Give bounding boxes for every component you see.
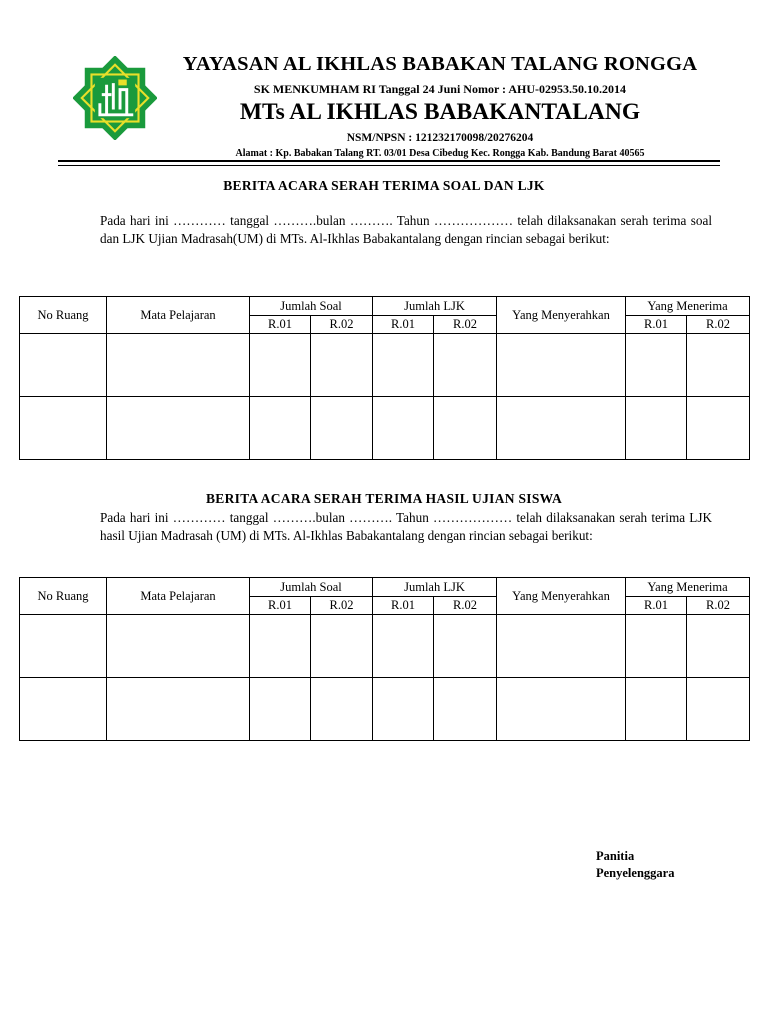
header-yang-menerima: Yang Menerima: [626, 578, 750, 597]
subheader-ljk-r01: R.01: [373, 597, 434, 615]
signature-line-1: Panitia: [596, 849, 635, 863]
table-cell: [107, 397, 250, 460]
table-cell: [373, 334, 434, 397]
school-logo: [73, 56, 157, 140]
table-cell: [107, 615, 250, 678]
header-yang-menyerahkan: Yang Menyerahkan: [497, 578, 626, 615]
table-cell: [626, 678, 687, 741]
table-cell: [687, 334, 750, 397]
table-cell: [626, 397, 687, 460]
table-cell: [626, 615, 687, 678]
header-rule-thick: [58, 160, 720, 162]
subheader-menerima-r02: R.02: [687, 597, 750, 615]
table-cell: [687, 397, 750, 460]
table-cell: [434, 615, 497, 678]
table-cell: [434, 334, 497, 397]
table-cell: [497, 334, 626, 397]
header-rule-thin: [58, 165, 720, 166]
subheader-menerima-r02: R.02: [687, 316, 750, 334]
foundation-name: YAYASAN AL IKHLAS BABAKAN TALANG RONGGA: [182, 53, 698, 75]
section2-paragraph: Pada hari ini ………… tanggal ……….bulan ………. Tahun ……………… telah dilaksanakan serah terima LJK hasil Ujian Madrasah (UM) di MTs. Al-Ikhlas Babakantalang dengan rincian sebagai berikut:: [100, 510, 712, 543]
school-name: MTs AL IKHLAS BABAKANTALANG: [239, 99, 641, 125]
header-jumlah-ljk: Jumlah LJK: [373, 578, 497, 597]
subheader-soal-r01: R.01: [250, 597, 311, 615]
logo-star-emblem: [73, 56, 157, 140]
table-row: [20, 615, 750, 678]
handover-table-soal-ljk: [19, 296, 750, 460]
table-cell: [497, 678, 626, 741]
subheader-menerima-r01: R.01: [626, 316, 687, 334]
table-cell: [250, 615, 311, 678]
header-jumlah-soal: Jumlah Soal: [250, 578, 373, 597]
table-cell: [311, 334, 373, 397]
subheader-soal-r02: R.02: [311, 597, 373, 615]
header-no-ruang: No Ruang: [20, 578, 107, 615]
table-cell: [20, 678, 107, 741]
table-row: [20, 678, 750, 741]
header-jumlah-ljk: Jumlah LJK: [373, 297, 497, 316]
header-mata-pelajaran: Mata Pelajaran: [107, 578, 250, 615]
table-cell: [687, 678, 750, 741]
table-cell: [373, 678, 434, 741]
header-jumlah-soal: Jumlah Soal: [250, 297, 373, 316]
table-cell: [107, 678, 250, 741]
header-mata-pelajaran: Mata Pelajaran: [107, 297, 250, 334]
handover-table-hasil-ujian: [19, 577, 750, 741]
table-row: [20, 397, 750, 460]
table-cell: [311, 615, 373, 678]
table-cell: [497, 397, 626, 460]
decree-number: SK MENKUMHAM RI Tanggal 24 Juni Nomor : AHU-02953.50.10.2014: [253, 82, 627, 96]
table-cell: [434, 678, 497, 741]
subheader-soal-r02: R.02: [311, 316, 373, 334]
subheader-menerima-r01: R.01: [626, 597, 687, 615]
signature-block: [596, 848, 674, 882]
table-cell: [311, 397, 373, 460]
table-cell: [687, 615, 750, 678]
subheader-ljk-r02: R.02: [434, 316, 497, 334]
subheader-ljk-r01: R.01: [373, 316, 434, 334]
table-cell: [373, 397, 434, 460]
table-cell: [250, 678, 311, 741]
header-yang-menerima: Yang Menerima: [626, 297, 750, 316]
table-cell: [107, 334, 250, 397]
table-cell: [20, 397, 107, 460]
table-cell: [20, 334, 107, 397]
subheader-soal-r01: R.01: [250, 316, 311, 334]
table-cell: [373, 615, 434, 678]
table-cell: [20, 615, 107, 678]
section1-title: BERITA ACARA SERAH TERIMA SOAL DAN LJK: [223, 178, 545, 193]
school-address: Alamat : Kp. Babakan Talang RT. 03/01 Desa Cibedug Kec. Rongga Kab. Bandung Barat 40565: [235, 148, 645, 159]
section2-title: BERITA ACARA SERAH TERIMA HASIL UJIAN SISWA: [206, 491, 562, 506]
nsm-npsn: NSM/NPSN : 121232170098/20276204: [346, 132, 534, 144]
subheader-ljk-r02: R.02: [434, 597, 497, 615]
section1-paragraph: Pada hari ini ………… tanggal ……….bulan ………. Tahun ……………… telah dilaksanakan serah terima soal dan LJK Ujian Madrasah(UM) di MTs. Al-Ikhlas Babakantalang dengan rincian sebagai berikut:: [100, 213, 712, 246]
header-yang-menyerahkan: Yang Menyerahkan: [497, 297, 626, 334]
table-row: [20, 334, 750, 397]
signature-line-2: Penyelenggara: [596, 866, 675, 880]
table-cell: [497, 615, 626, 678]
header-no-ruang: No Ruang: [20, 297, 107, 334]
table-cell: [626, 334, 687, 397]
table-cell: [311, 678, 373, 741]
table-cell: [250, 397, 311, 460]
table-cell: [434, 397, 497, 460]
table-cell: [250, 334, 311, 397]
